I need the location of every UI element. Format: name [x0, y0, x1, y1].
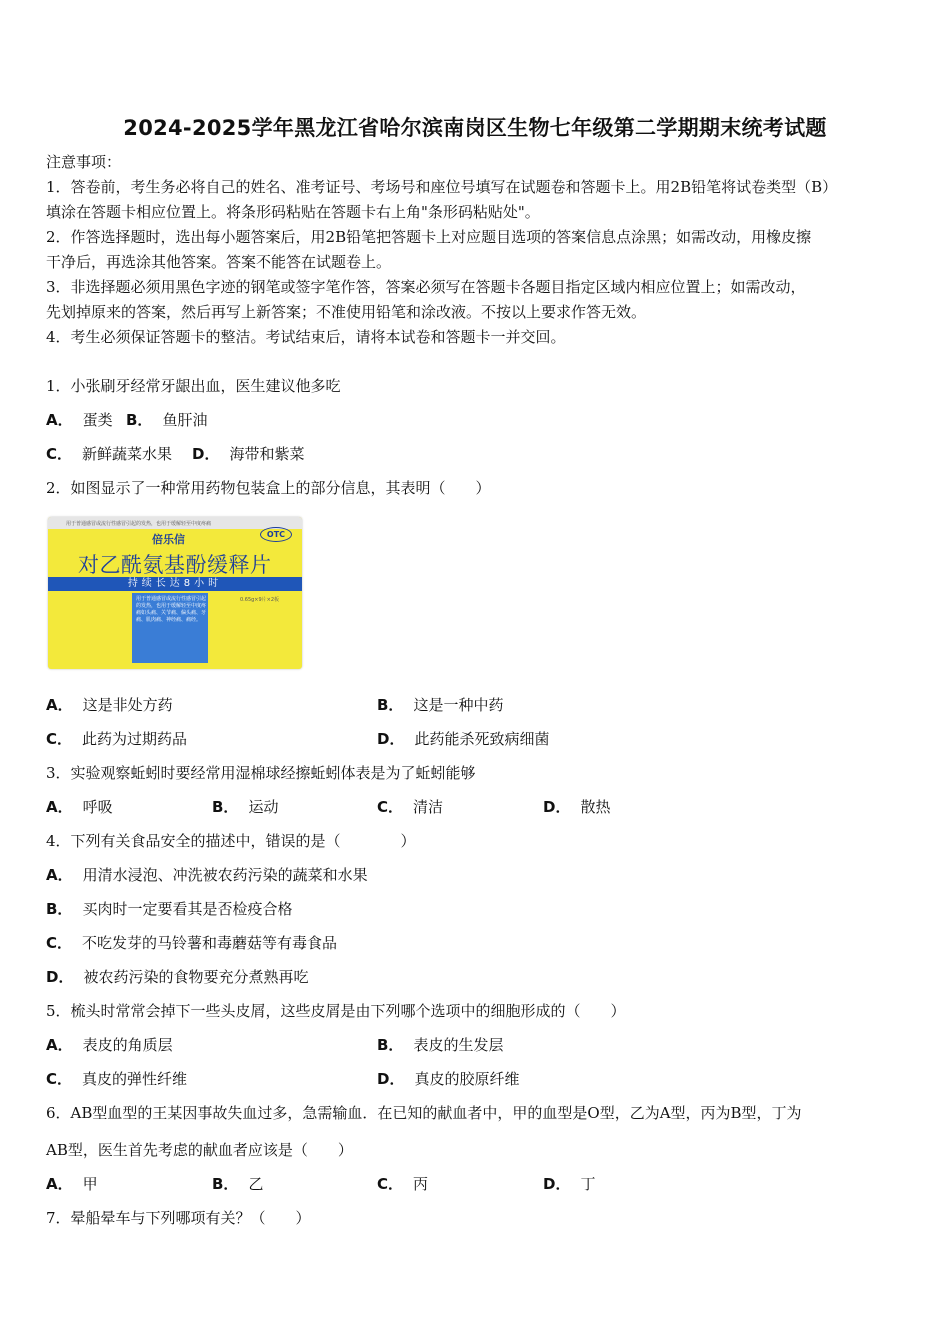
box-brand: 倍乐信: [152, 533, 185, 546]
q4-option-d: D． 被农药污染的食物要充分煮熟再吃: [46, 968, 309, 986]
q5-option-c: C． 真皮的弹性纤维: [46, 1070, 188, 1088]
q2-option-b: B． 这是一种中药: [377, 696, 504, 714]
question-1-stem: 1．小张刷牙经常牙龈出血，医生建议他多吃: [46, 377, 341, 395]
question-4-stem: 4．下列有关食品安全的描述中，错误的是（ ）: [46, 832, 416, 850]
question-7-stem: 7．晕船晕车与下列哪项有关？（ ）: [46, 1209, 311, 1227]
q2-option-d: D． 此药能杀死致病细菌: [377, 730, 550, 748]
notice-item-2-line-1: 2．作答选择题时，选出每小题答案后，用2B铅笔把答题卡上对应题目选项的答案信息点涂黑；如需改动，用橡皮擦: [46, 228, 812, 246]
question-5-stem: 5．梳头时常常会掉下一些头皮屑，这些皮屑是由下列哪个选项中的细胞形成的（ ）: [46, 1002, 626, 1020]
question-3-stem: 3．实验观察蚯蚓时要经常用湿棉球经擦蚯蚓体表是为了蚯蚓能够: [46, 764, 476, 782]
question-6-stem-line-2: AB型，医生首先考虑的献血者应该是（ ）: [46, 1141, 353, 1159]
q6-option-a: A． 甲: [46, 1175, 98, 1193]
q6-option-c: C． 丙: [377, 1175, 429, 1193]
q5-option-a: A． 表皮的角质层: [46, 1036, 173, 1054]
notice-item-2-line-2: 干净后，再选涂其他答案。答案不能答在试题卷上。: [46, 253, 392, 271]
box-top-text: 用于普通感冒或流行性感冒引起的发热，也用于缓解轻至中度疼痛: [66, 521, 212, 527]
notice-heading: 注意事项：: [46, 153, 122, 171]
q1-option-c: C． 新鲜蔬菜水果: [46, 445, 173, 463]
q1-option-d: D． 海带和紫菜: [192, 445, 305, 463]
notice-item-4: 4．考生必须保证答题卡的整洁。考试结束后，请将本试卷和答题卡一并交回。: [46, 328, 566, 346]
q4-option-b: B． 买肉时一定要看其是否检疫合格: [46, 900, 293, 918]
question-6-stem-line-1: 6．AB型血型的王某因事故失血过多，急需输血．在已知的献血者中，甲的血型是O型，乙为A型，丙为B型，丁为: [46, 1104, 802, 1122]
q5-option-b: B． 表皮的生发层: [377, 1036, 504, 1054]
box-band-text: 持续长达8小时: [48, 577, 302, 591]
medicine-box-image: [48, 517, 302, 669]
q6-option-d: D． 丁: [543, 1175, 596, 1193]
notice-item-1-line-2: 填涂在答题卡相应位置上。将条形码粘贴在答题卡右上角"条形码粘贴处"。: [46, 203, 540, 221]
notice-item-3-line-1: 3．非选择题必须用黑色字迹的钢笔或签字笔作答，答案必须写在答题卡各题目指定区域内相应位置上；如需改动，: [46, 278, 806, 296]
q4-option-c: C． 不吃发芽的马铃薯和毒蘑菇等有毒食品: [46, 934, 338, 952]
q1-option-a: A． 蛋类: [46, 411, 113, 429]
q5-option-d: D． 真皮的胶原纤维: [377, 1070, 520, 1088]
box-drug-name: 对乙酰氨基酚缓释片: [78, 553, 272, 577]
otc-badge: OTC: [260, 527, 292, 542]
q2-option-c: C． 此药为过期药品: [46, 730, 188, 748]
box-spec: 0.65g×9片×2板: [240, 597, 280, 603]
notice-item-3-line-2: 先划掉原来的答案，然后再写上新答案；不准使用铅笔和涂改液。不按以上要求作答无效。: [46, 303, 647, 321]
page-title: 2024-2025学年黑龙江省哈尔滨南岗区生物七年级第二学期期末统考试题: [123, 116, 827, 140]
q3-option-c: C． 清洁: [377, 798, 444, 816]
box-panel-text: 用于普通感冒或流行性感冒引起的发热，也用于缓解轻至中度疼痛如头痛、关节痛、偏头痛、牙痛、肌肉痛、神经痛、痛经。: [136, 596, 207, 623]
question-2-stem: 2．如图显示了一种常用药物包装盒上的部分信息，其表明（ ）: [46, 479, 491, 497]
q4-option-a: A． 用清水浸泡、冲洗被农药污染的蔬菜和水果: [46, 866, 368, 884]
q6-option-b: B． 乙: [212, 1175, 264, 1193]
q2-option-a: A． 这是非处方药: [46, 696, 173, 714]
notice-item-1-line-1: 1．答卷前，考生务必将自己的姓名、准考证号、考场号和座位号填写在试题卷和答题卡上。用2B铅笔将试卷类型（B）: [46, 178, 838, 196]
q3-option-b: B． 运动: [212, 798, 279, 816]
q1-option-b: B． 鱼肝油: [126, 411, 208, 429]
q3-option-a: A． 呼吸: [46, 798, 113, 816]
q3-option-d: D． 散热: [543, 798, 611, 816]
